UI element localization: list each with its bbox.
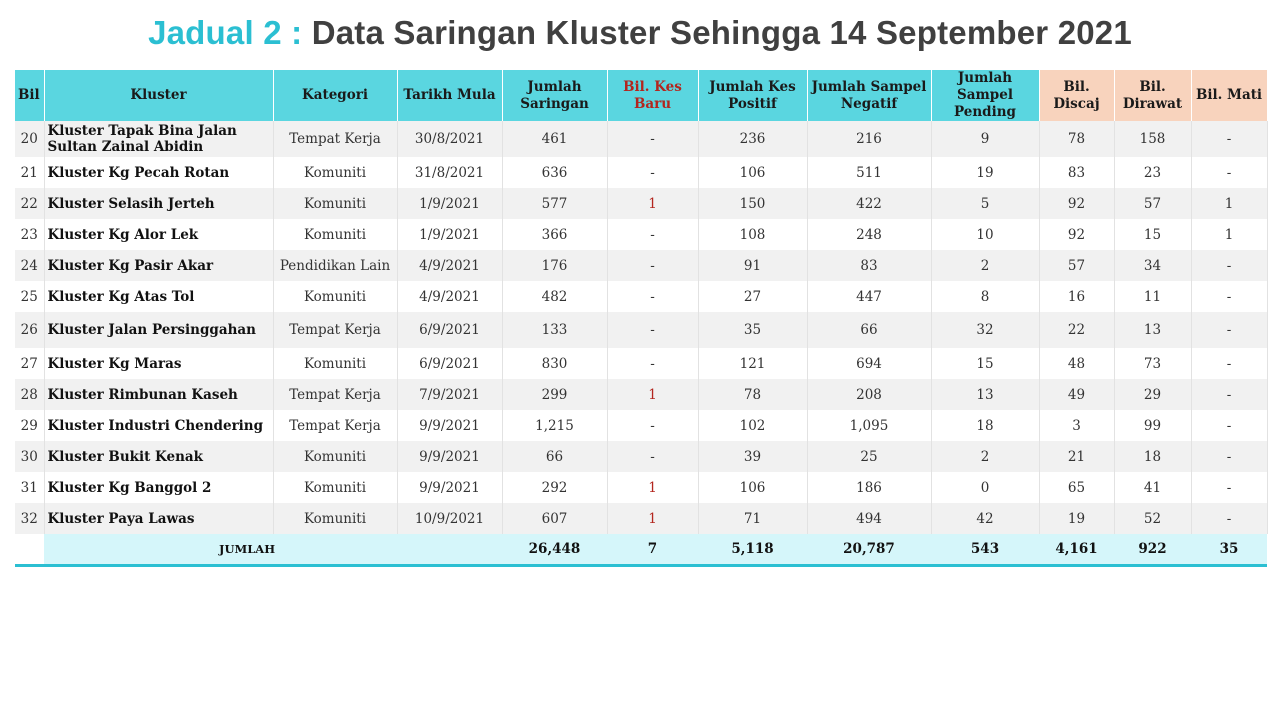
cell-discaj: 22 [1039, 312, 1114, 348]
cell-saringan: 577 [502, 188, 607, 219]
cell-sampel-pending: 15 [931, 348, 1039, 379]
cell-saringan: 830 [502, 348, 607, 379]
cell-kes-baru: - [607, 348, 698, 379]
cell-kategori: Komuniti [273, 188, 397, 219]
cell-dirawat: 15 [1114, 219, 1191, 250]
table-row [15, 281, 1267, 312]
cell-kluster: Kluster Jalan Persinggahan [44, 312, 273, 348]
cell-tarikh: 30/8/2021 [397, 121, 502, 157]
cell-kes-positif: 150 [698, 188, 807, 219]
cell-sampel-pending: 18 [931, 410, 1039, 441]
cell-sampel-negatif: 25 [807, 441, 931, 472]
cell-mati: - [1191, 157, 1267, 188]
table-row [15, 379, 1267, 410]
total-sampel-negatif: 20,787 [807, 534, 931, 566]
cell-kes-positif: 39 [698, 441, 807, 472]
cell-discaj: 92 [1039, 188, 1114, 219]
total-sampel-pending: 543 [931, 534, 1039, 566]
cell-bil: 29 [15, 410, 44, 441]
header-kategori: Kategori [273, 70, 397, 121]
table-row [15, 219, 1267, 250]
cell-bil: 27 [15, 348, 44, 379]
cell-saringan: 366 [502, 219, 607, 250]
cluster-screening-table [15, 70, 1268, 567]
cell-bil: 20 [15, 121, 44, 157]
cell-discaj: 16 [1039, 281, 1114, 312]
cell-sampel-negatif: 66 [807, 312, 931, 348]
cell-discaj: 3 [1039, 410, 1114, 441]
cell-sampel-negatif: 694 [807, 348, 931, 379]
cell-kluster: Kluster Selasih Jerteh [44, 188, 273, 219]
cell-kes-positif: 71 [698, 503, 807, 534]
header-mati: Bil. Mati [1191, 70, 1267, 121]
cell-kes-positif: 106 [698, 157, 807, 188]
cell-bil: 28 [15, 379, 44, 410]
page-title [0, 14, 1280, 52]
cell-tarikh: 6/9/2021 [397, 312, 502, 348]
cell-kes-baru: - [607, 219, 698, 250]
cell-saringan: 1,215 [502, 410, 607, 441]
cell-sampel-negatif: 186 [807, 472, 931, 503]
cell-kes-positif: 35 [698, 312, 807, 348]
cell-dirawat: 13 [1114, 312, 1191, 348]
cell-mati: - [1191, 379, 1267, 410]
total-discaj: 4,161 [1039, 534, 1114, 566]
cell-mati: - [1191, 312, 1267, 348]
table-row [15, 410, 1267, 441]
cell-sampel-negatif: 422 [807, 188, 931, 219]
cell-mati: - [1191, 250, 1267, 281]
cell-sampel-pending: 19 [931, 157, 1039, 188]
table-row [15, 441, 1267, 472]
cell-discaj: 19 [1039, 503, 1114, 534]
table-header-row [15, 70, 1267, 121]
cell-dirawat: 18 [1114, 441, 1191, 472]
total-row [15, 534, 1267, 566]
cell-kes-baru: - [607, 281, 698, 312]
title-lead: Jadual 2 : [148, 14, 303, 51]
cell-dirawat: 158 [1114, 121, 1191, 157]
cell-dirawat: 11 [1114, 281, 1191, 312]
cell-dirawat: 52 [1114, 503, 1191, 534]
header-bil: Bil [15, 70, 44, 121]
cell-bil: 32 [15, 503, 44, 534]
cell-mati: - [1191, 121, 1267, 157]
cell-saringan: 636 [502, 157, 607, 188]
cell-kes-baru: 1 [607, 503, 698, 534]
cell-sampel-negatif: 216 [807, 121, 931, 157]
cell-sampel-pending: 9 [931, 121, 1039, 157]
cell-kategori: Komuniti [273, 281, 397, 312]
cell-discaj: 48 [1039, 348, 1114, 379]
cell-sampel-negatif: 447 [807, 281, 931, 312]
cell-kluster: Kluster Kg Banggol 2 [44, 472, 273, 503]
cell-kluster: Kluster Industri Chendering [44, 410, 273, 441]
header-kluster: Kluster [44, 70, 273, 121]
total-dirawat: 922 [1114, 534, 1191, 566]
cell-sampel-pending: 42 [931, 503, 1039, 534]
cell-discaj: 65 [1039, 472, 1114, 503]
cell-tarikh: 7/9/2021 [397, 379, 502, 410]
cell-kluster: Kluster Kg Pasir Akar [44, 250, 273, 281]
cell-kes-positif: 106 [698, 472, 807, 503]
cell-saringan: 607 [502, 503, 607, 534]
cell-mati: 1 [1191, 188, 1267, 219]
total-kes-positif: 5,118 [698, 534, 807, 566]
cell-tarikh: 4/9/2021 [397, 250, 502, 281]
cell-kluster: Kluster Kg Maras [44, 348, 273, 379]
cell-kes-baru: - [607, 312, 698, 348]
cell-dirawat: 99 [1114, 410, 1191, 441]
cell-sampel-pending: 5 [931, 188, 1039, 219]
cell-saringan: 299 [502, 379, 607, 410]
cell-sampel-negatif: 248 [807, 219, 931, 250]
cell-bil: 21 [15, 157, 44, 188]
header-discaj: Bil. Discaj [1039, 70, 1114, 121]
table-row [15, 503, 1267, 534]
cell-tarikh: 31/8/2021 [397, 157, 502, 188]
cell-saringan: 133 [502, 312, 607, 348]
cell-sampel-negatif: 511 [807, 157, 931, 188]
cell-mati: - [1191, 503, 1267, 534]
header-kes-positif: Jumlah Kes Positif [698, 70, 807, 121]
cell-kes-baru: 1 [607, 188, 698, 219]
cell-kategori: Komuniti [273, 472, 397, 503]
cell-bil: 24 [15, 250, 44, 281]
cell-bil: 22 [15, 188, 44, 219]
cell-dirawat: 29 [1114, 379, 1191, 410]
total-blank-cell [15, 534, 44, 566]
table-row [15, 250, 1267, 281]
total-mati: 35 [1191, 534, 1267, 566]
table-row [15, 312, 1267, 348]
cell-bil: 23 [15, 219, 44, 250]
cell-discaj: 78 [1039, 121, 1114, 157]
table-row [15, 157, 1267, 188]
cell-tarikh: 4/9/2021 [397, 281, 502, 312]
cell-kes-positif: 121 [698, 348, 807, 379]
cell-sampel-pending: 32 [931, 312, 1039, 348]
cell-kluster: Kluster Rimbunan Kaseh [44, 379, 273, 410]
header-kes-baru: Bil. Kes Baru [607, 70, 698, 121]
cell-dirawat: 23 [1114, 157, 1191, 188]
cell-tarikh: 9/9/2021 [397, 472, 502, 503]
cell-sampel-negatif: 208 [807, 379, 931, 410]
cell-kategori: Tempat Kerja [273, 379, 397, 410]
cell-kes-baru: 1 [607, 472, 698, 503]
cell-mati: - [1191, 348, 1267, 379]
cell-kategori: Tempat Kerja [273, 121, 397, 157]
cell-kluster: Kluster Kg Pecah Rotan [44, 157, 273, 188]
total-saringan: 26,448 [502, 534, 607, 566]
cell-sampel-pending: 10 [931, 219, 1039, 250]
cell-sampel-negatif: 494 [807, 503, 931, 534]
cell-bil: 25 [15, 281, 44, 312]
cell-kes-baru: - [607, 157, 698, 188]
cell-kes-positif: 108 [698, 219, 807, 250]
cell-kes-baru: - [607, 441, 698, 472]
title-text: Data Saringan Kluster Sehingga 14 September 2021 [311, 14, 1132, 51]
header-saringan: Jumlah Saringan [502, 70, 607, 121]
cell-bil: 26 [15, 312, 44, 348]
table-row [15, 188, 1267, 219]
cell-kluster: Kluster Tapak Bina Jalan Sultan Zainal Abidin [44, 121, 273, 157]
cell-bil: 31 [15, 472, 44, 503]
cell-mati: - [1191, 441, 1267, 472]
cell-kategori: Komuniti [273, 157, 397, 188]
header-sampel-negatif: Jumlah Sampel Negatif [807, 70, 931, 121]
cell-discaj: 21 [1039, 441, 1114, 472]
cell-sampel-pending: 2 [931, 441, 1039, 472]
cell-sampel-pending: 2 [931, 250, 1039, 281]
cell-sampel-pending: 8 [931, 281, 1039, 312]
cell-tarikh: 1/9/2021 [397, 219, 502, 250]
cell-kategori: Komuniti [273, 441, 397, 472]
cell-kes-baru: - [607, 121, 698, 157]
cell-dirawat: 41 [1114, 472, 1191, 503]
cell-kes-positif: 78 [698, 379, 807, 410]
header-dirawat: Bil. Dirawat [1114, 70, 1191, 121]
cell-mati: - [1191, 472, 1267, 503]
cell-kes-baru: 1 [607, 379, 698, 410]
cell-kategori: Komuniti [273, 503, 397, 534]
cell-dirawat: 73 [1114, 348, 1191, 379]
cell-kategori: Tempat Kerja [273, 410, 397, 441]
cell-tarikh: 1/9/2021 [397, 188, 502, 219]
cell-kategori: Tempat Kerja [273, 312, 397, 348]
cell-discaj: 83 [1039, 157, 1114, 188]
cell-kes-baru: - [607, 410, 698, 441]
cell-kluster: Kluster Paya Lawas [44, 503, 273, 534]
cell-kes-positif: 236 [698, 121, 807, 157]
cell-bil: 30 [15, 441, 44, 472]
cell-dirawat: 34 [1114, 250, 1191, 281]
cell-tarikh: 9/9/2021 [397, 410, 502, 441]
cell-sampel-pending: 0 [931, 472, 1039, 503]
cell-mati: - [1191, 281, 1267, 312]
cell-kluster: Kluster Bukit Kenak [44, 441, 273, 472]
cell-saringan: 461 [502, 121, 607, 157]
cell-saringan: 482 [502, 281, 607, 312]
cell-mati: - [1191, 410, 1267, 441]
total-kes-baru: 7 [607, 534, 698, 566]
total-label: JUMLAH [44, 534, 502, 566]
cell-discaj: 92 [1039, 219, 1114, 250]
table-row [15, 121, 1267, 157]
header-sampel-pending: Jumlah Sampel Pending [931, 70, 1039, 121]
cell-sampel-negatif: 1,095 [807, 410, 931, 441]
cell-tarikh: 10/9/2021 [397, 503, 502, 534]
cell-kluster: Kluster Kg Alor Lek [44, 219, 273, 250]
table-row [15, 348, 1267, 379]
cell-discaj: 49 [1039, 379, 1114, 410]
cell-tarikh: 9/9/2021 [397, 441, 502, 472]
cell-discaj: 57 [1039, 250, 1114, 281]
cell-kategori: Komuniti [273, 219, 397, 250]
header-tarikh: Tarikh Mula [397, 70, 502, 121]
cell-kluster: Kluster Kg Atas Tol [44, 281, 273, 312]
cell-kes-baru: - [607, 250, 698, 281]
cell-kategori: Komuniti [273, 348, 397, 379]
cell-sampel-negatif: 83 [807, 250, 931, 281]
table-row [15, 472, 1267, 503]
cell-saringan: 176 [502, 250, 607, 281]
cell-tarikh: 6/9/2021 [397, 348, 502, 379]
cell-kes-positif: 102 [698, 410, 807, 441]
cell-kategori: Pendidikan Lain [273, 250, 397, 281]
cell-dirawat: 57 [1114, 188, 1191, 219]
cell-saringan: 292 [502, 472, 607, 503]
cell-sampel-pending: 13 [931, 379, 1039, 410]
cell-kes-positif: 91 [698, 250, 807, 281]
cell-kes-positif: 27 [698, 281, 807, 312]
cell-mati: 1 [1191, 219, 1267, 250]
cell-saringan: 66 [502, 441, 607, 472]
